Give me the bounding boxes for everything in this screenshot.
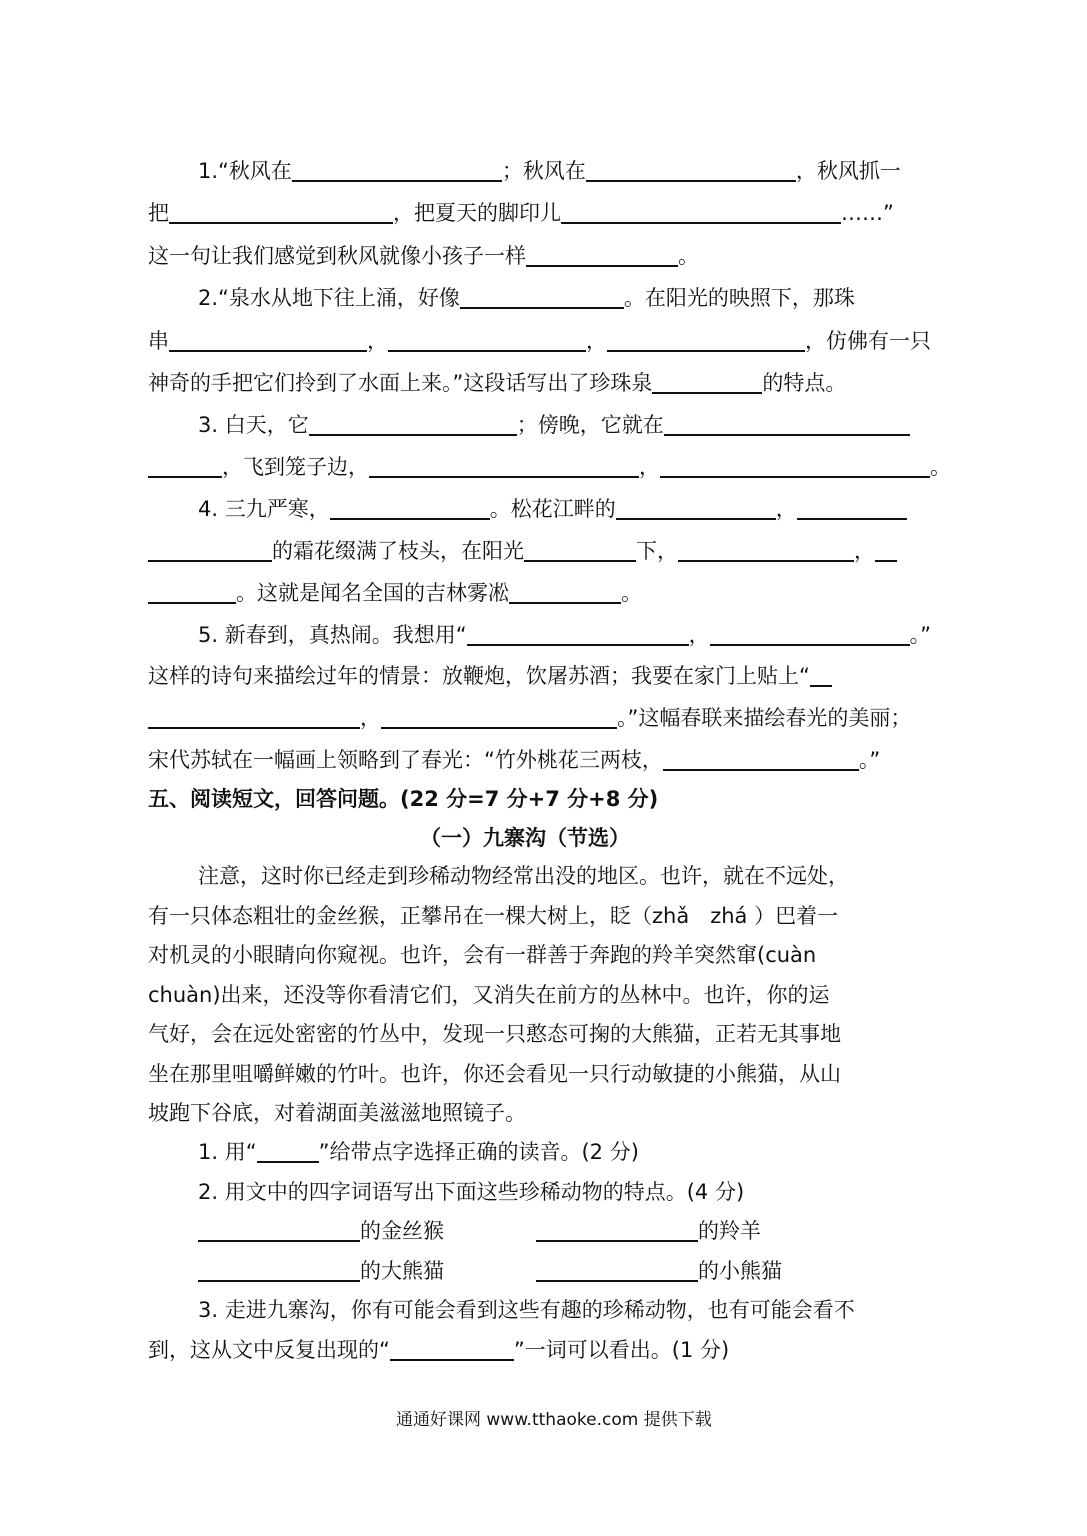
q2-answer-row: 的小熊猫 — [536, 1256, 782, 1286]
q2-answer-row: 的金丝猴 — [198, 1216, 444, 1246]
answer-blank[interactable] — [388, 328, 586, 352]
answer-blank[interactable] — [257, 1139, 319, 1163]
answer-blank[interactable] — [663, 747, 859, 771]
reading-q3-line2: 到，这从文中反复出现的“ ”一词可以看出。(1 分) — [148, 1338, 730, 1362]
q2-line2: 串 ， ， ，仿佛有一只 — [148, 329, 931, 353]
passage-title: （一）九寨沟（节选） — [420, 826, 630, 850]
answer-blank[interactable] — [536, 1258, 698, 1282]
q5-line1: 5. 新春到，真热闹。我想用“ ， 。” — [198, 623, 931, 647]
q2-answer-row: 的羚羊 — [536, 1216, 761, 1246]
answer-blank[interactable] — [148, 538, 272, 562]
answer-blank[interactable] — [292, 158, 502, 182]
answer-blank[interactable] — [369, 454, 639, 478]
q4-line2: 的霜花缀满了枝头，在阳光 下， ， — [148, 536, 897, 566]
answer-blank[interactable] — [875, 538, 897, 562]
answer-blank[interactable] — [381, 705, 617, 729]
q4-line3: 。这就是闻名全国的吉林雾凇 。 — [148, 578, 642, 608]
reading-q3-line1: 3. 走进九寨沟，你有可能会看到这些有趣的珍稀动物，也有可能会看不 — [198, 1298, 855, 1322]
q5-line3: ， 。”这幅春联来描绘春光的美丽； — [148, 703, 911, 733]
passage-line: 注意，这时你已经走到珍稀动物经常出没的地区。也许，就在不远处， — [198, 864, 849, 888]
answer-blank[interactable] — [810, 663, 832, 687]
answer-blank[interactable] — [524, 538, 636, 562]
q1-line3: 这一句让我们感觉到秋风就像小孩子一样 。 — [148, 244, 699, 268]
q3-line1: 3. 白天，它 ；傍晚，它就在 — [198, 410, 910, 440]
passage-line: 有一只体态粗壮的金丝猴，正攀吊在一棵大树上，眨（zhǎ zhá ）巴着一 — [148, 904, 839, 928]
answer-blank[interactable] — [664, 412, 910, 436]
answer-blank[interactable] — [148, 580, 236, 604]
q1-line1: 1.“秋风在 ；秋风在 ，秋风抓一 — [198, 159, 901, 183]
q4-line1: 4. 三九严寒， 。松花江畔的 ， — [198, 494, 907, 524]
answer-blank[interactable] — [148, 454, 222, 478]
q2-line1: 2.“泉水从地下往上涌，好像 。在阳光的映照下，那珠 — [198, 286, 855, 310]
answer-blank[interactable] — [390, 1337, 514, 1361]
passage-line: 坐在那里咀嚼鲜嫩的竹叶。也许，你还会看见一只行动敏捷的小熊猫，从山 — [148, 1062, 841, 1086]
passage-line: chuàn)出来，还没等你看清它们，又消失在前方的丛林中。也许，你的运 — [148, 983, 830, 1007]
answer-blank[interactable] — [198, 1258, 360, 1282]
answer-blank[interactable] — [169, 328, 367, 352]
answer-blank[interactable] — [561, 200, 841, 224]
answer-blank[interactable] — [169, 200, 393, 224]
footer-credit: 通通好课网 www.tthaoke.com 提供下载 — [396, 1410, 712, 1430]
reading-q2: 2. 用文中的四字词语写出下面这些珍稀动物的特点。(4 分) — [198, 1180, 745, 1204]
q2-line3: 神奇的手把它们拎到了水面上来。”这段话写出了珍珠泉 的特点。 — [148, 371, 847, 395]
q5-line2: 这样的诗句来描绘过年的情景：放鞭炮，饮屠苏酒；我要在家门上贴上“ — [148, 661, 832, 691]
answer-blank[interactable] — [509, 580, 621, 604]
q1-line2: 把 ，把夏天的脚印儿 ……” — [148, 201, 894, 225]
answer-blank[interactable] — [616, 496, 776, 520]
answer-blank[interactable] — [607, 328, 805, 352]
section-heading: 五、阅读短文，回答问题。(22 分=7 分+7 分+8 分) — [148, 787, 659, 811]
answer-blank[interactable] — [710, 622, 910, 646]
q3-line2: ，飞到笼子边， ， 。 — [148, 452, 951, 482]
reading-q1: 1. 用“ ”给带点字选择正确的读音。(2 分) — [198, 1140, 639, 1164]
passage-line: 坡跑下谷底，对着湖面美滋滋地照镜子。 — [148, 1101, 526, 1125]
answer-blank[interactable] — [660, 454, 930, 478]
answer-blank[interactable] — [460, 285, 624, 309]
answer-blank[interactable] — [309, 412, 517, 436]
passage-line: 对机灵的小眼睛向你窥视。也许，会有一群善于奔跑的羚羊突然窜(cuàn — [148, 943, 817, 967]
passage-line: 气好，会在远处密密的竹丛中，发现一只憨态可掬的大熊猫，正若无其事地 — [148, 1022, 841, 1046]
answer-blank[interactable] — [586, 158, 796, 182]
answer-blank[interactable] — [678, 538, 854, 562]
answer-blank[interactable] — [330, 496, 490, 520]
answer-blank[interactable] — [198, 1218, 360, 1242]
q5-line4: 宋代苏轼在一幅画上领略到了春光：“竹外桃花三两枝， 。” — [148, 748, 881, 772]
answer-blank[interactable] — [652, 370, 762, 394]
answer-blank[interactable] — [467, 622, 689, 646]
answer-blank[interactable] — [797, 496, 907, 520]
answer-blank[interactable] — [536, 1218, 698, 1242]
answer-blank[interactable] — [526, 243, 678, 267]
answer-blank[interactable] — [148, 705, 360, 729]
q2-answer-row: 的大熊猫 — [198, 1256, 444, 1286]
